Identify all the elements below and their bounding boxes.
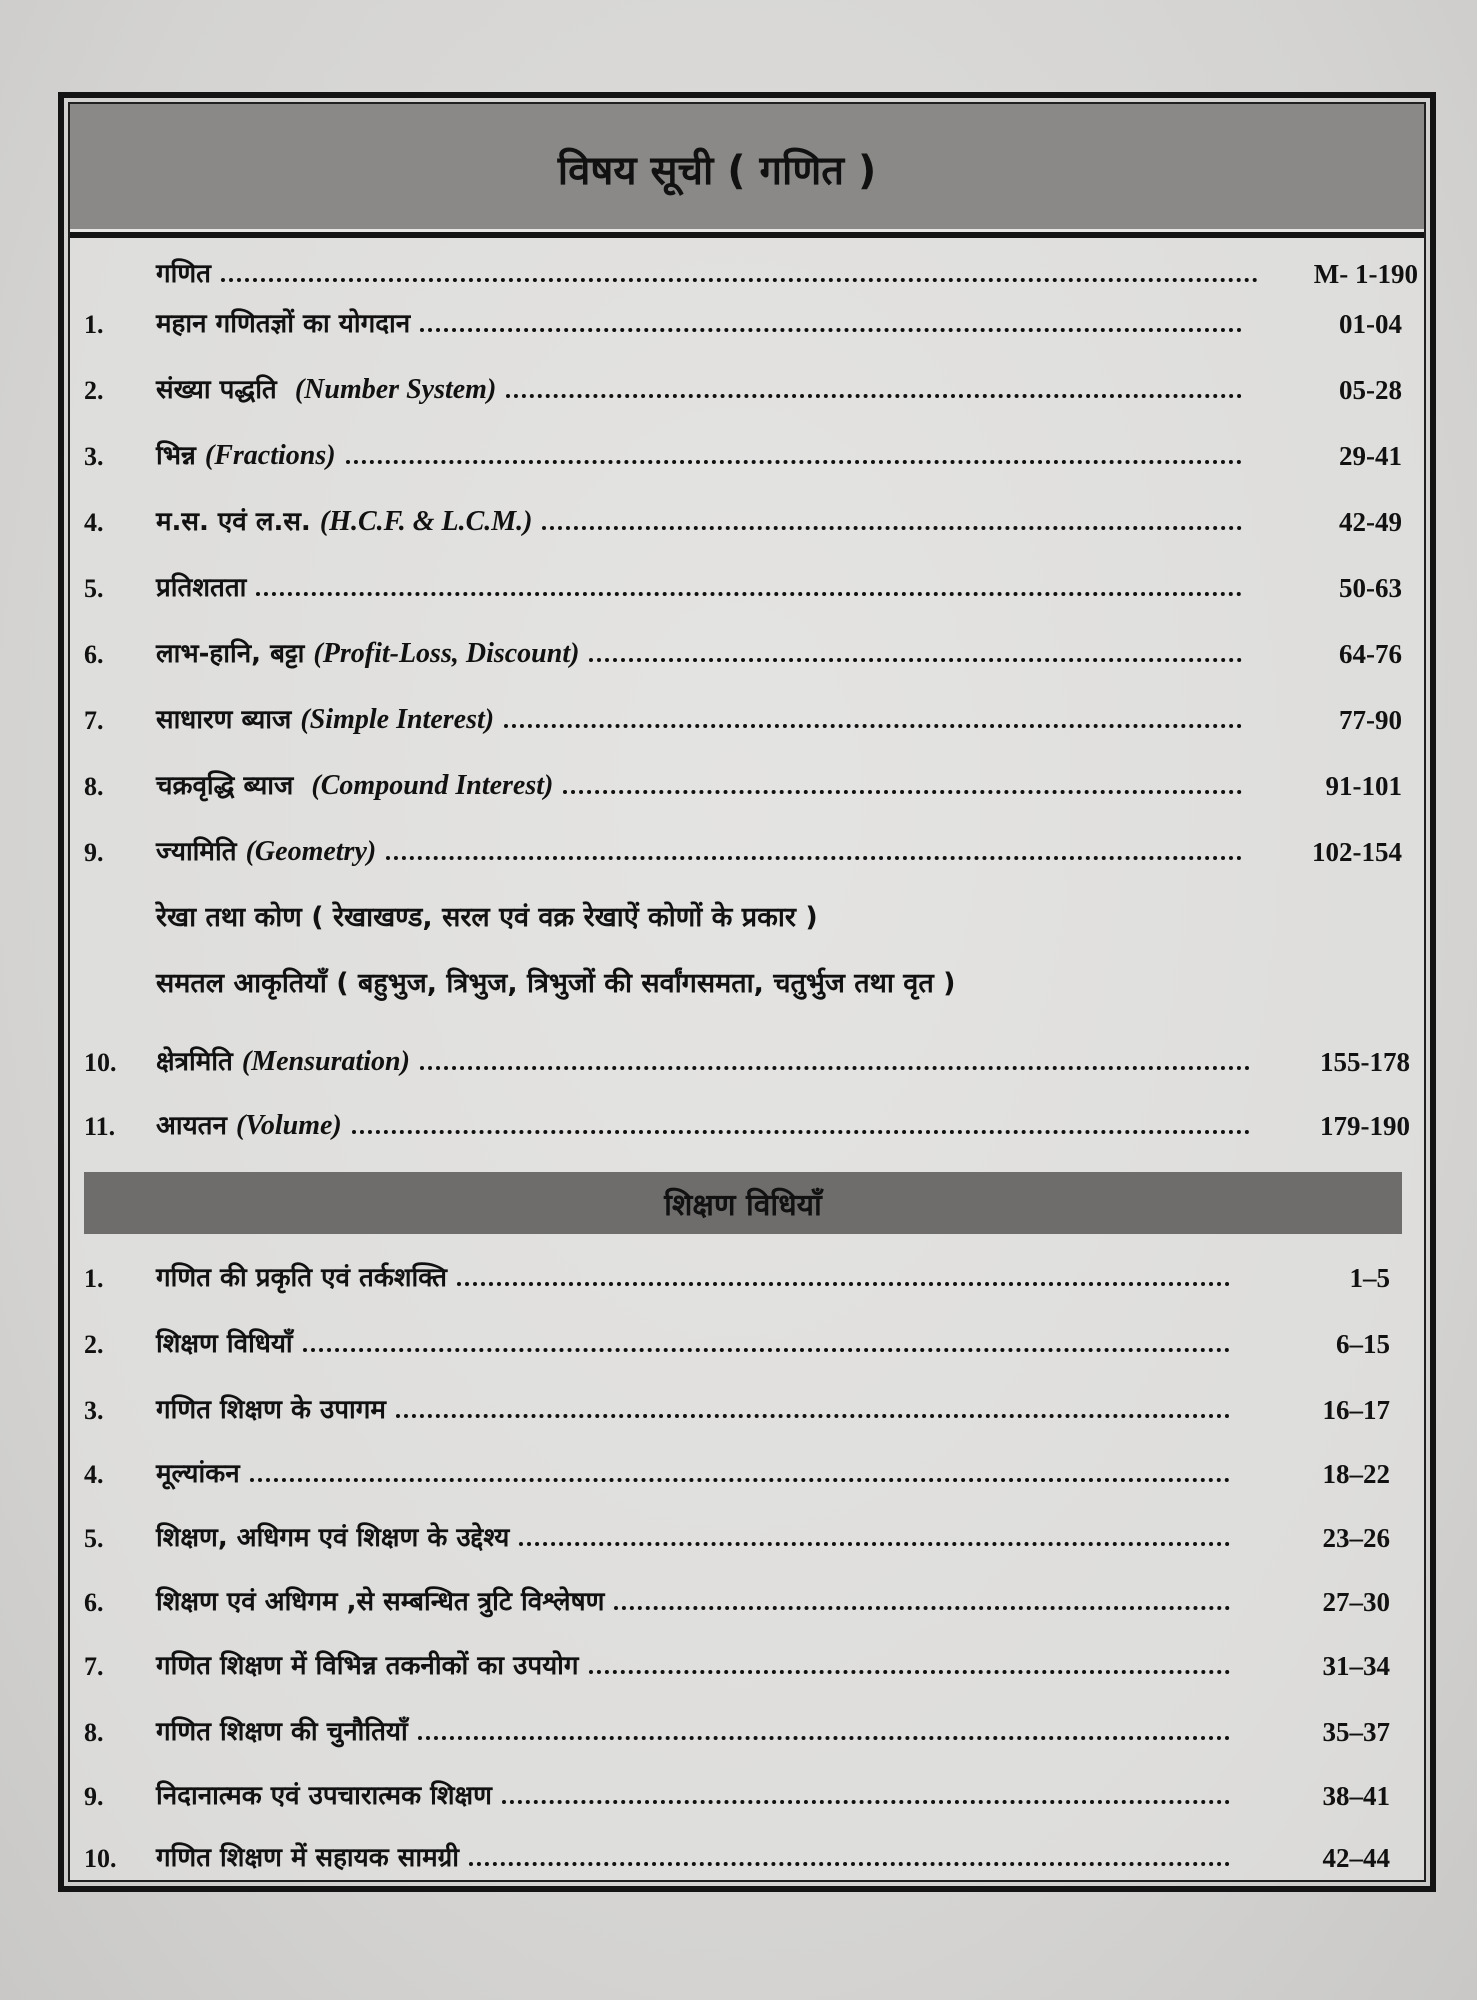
- toc-label: मूल्यांकन: [156, 1459, 240, 1489]
- toc-label: गणित की प्रकृति एवं तर्कशक्ति: [156, 1263, 448, 1293]
- toc-label: गणित: [156, 259, 211, 289]
- toc-label: शिक्षण विधियाँ: [156, 1329, 293, 1359]
- toc-pages: 42–44: [1322, 1843, 1390, 1873]
- leader-dots: [614, 1606, 1230, 1610]
- toc-label: शिक्षण, अधिगम एवं शिक्षण के उद्देश्य: [156, 1523, 510, 1553]
- leader-dots: [250, 1478, 1230, 1482]
- toc-number: 10.: [84, 1844, 117, 1873]
- leader-dots: [420, 1066, 1250, 1070]
- leader-dots: [346, 460, 1242, 464]
- toc-row[interactable]: [70, 1632, 1424, 1682]
- toc-pages: 27–30: [1322, 1587, 1390, 1617]
- toc-label: निदानात्मक एवं उपचारात्मक शिक्षण: [156, 1781, 492, 1811]
- toc-row[interactable]: [70, 1028, 1424, 1078]
- toc-row[interactable]: [70, 620, 1424, 670]
- leader-dots: [303, 1348, 1230, 1352]
- toc-pages: 38–41: [1322, 1781, 1390, 1811]
- toc-pages: 179-190: [1320, 1111, 1410, 1141]
- toc-label: लाभ-हानि, बट्टा (Profit-Loss, Discount): [156, 638, 580, 669]
- toc-number: 5.: [84, 1524, 104, 1553]
- toc-pages: 05-28: [1339, 375, 1402, 405]
- toc-number: 2.: [84, 1330, 104, 1359]
- toc-row[interactable]: [70, 1568, 1424, 1618]
- toc-number: 8.: [84, 772, 104, 801]
- toc-label: गणित शिक्षण में सहायक सामग्री: [156, 1843, 460, 1873]
- toc-label: प्रतिशतता: [156, 573, 247, 603]
- toc-pages: 155-178: [1320, 1047, 1410, 1077]
- toc-number: 3.: [84, 442, 104, 471]
- toc-row[interactable]: [70, 1244, 1424, 1294]
- toc-pages: 31–34: [1322, 1651, 1390, 1681]
- toc-pages: 1–5: [1349, 1263, 1390, 1293]
- toc-number: 8.: [84, 1718, 104, 1747]
- leader-dots: [469, 1862, 1230, 1866]
- toc-number: 3.: [84, 1396, 104, 1425]
- toc-row[interactable]: [70, 752, 1424, 802]
- toc-number: 9.: [84, 838, 104, 867]
- leader-dots: [542, 526, 1242, 530]
- toc-label: म.स. एवं ल.स. (H.C.F. & L.C.M.): [156, 506, 533, 537]
- leader-dots: [502, 1800, 1230, 1804]
- toc-row[interactable]: [70, 290, 1424, 340]
- toc-row[interactable]: [70, 356, 1424, 406]
- toc-inner-border: [68, 102, 1426, 1882]
- toc-label: संख्या पद्धति (Number System): [156, 374, 497, 405]
- toc-pages: M- 1-190: [1313, 259, 1418, 289]
- toc-label: ज्यामिति (Geometry): [156, 836, 377, 867]
- toc-row[interactable]: [70, 1092, 1424, 1142]
- toc-row[interactable]: [70, 818, 1424, 868]
- geometry-subtopic: समतल आकृतियाँ ( बहुभुज, त्रिभुज, त्रिभुजों की सर्वांगसमता, चतुर्भुज तथा वृत ): [156, 968, 956, 999]
- toc-pages: 35–37: [1322, 1717, 1390, 1747]
- leader-dots: [457, 1282, 1230, 1286]
- page-title: विषय सूची ( गणित ): [557, 147, 877, 194]
- leader-dots: [589, 658, 1242, 662]
- toc-row[interactable]: [70, 422, 1424, 472]
- toc-number: 7.: [84, 1652, 104, 1681]
- leader-dots: [420, 328, 1242, 332]
- leader-dots: [563, 790, 1242, 794]
- title-band: [70, 104, 1424, 238]
- toc-pages: 29-41: [1339, 441, 1402, 471]
- toc-label: गणित शिक्षण में विभिन्न तकनीकों का उपयोग: [156, 1651, 579, 1681]
- toc-label: चक्रवृद्धि ब्याज (Compound Interest): [156, 770, 554, 801]
- toc-pages: 42-49: [1339, 507, 1402, 537]
- toc-label: साधारण ब्याज (Simple Interest): [156, 704, 495, 735]
- toc-page-frame: [58, 92, 1436, 1892]
- toc-row-summary[interactable]: [70, 240, 1424, 290]
- toc-number: 7.: [84, 706, 104, 735]
- leader-dots: [589, 1670, 1230, 1674]
- leader-dots: [221, 278, 1258, 282]
- toc-number: 6.: [84, 1588, 104, 1617]
- toc-pages: 18–22: [1322, 1459, 1390, 1489]
- toc-label: महान गणितज्ञों का योगदान: [156, 309, 411, 339]
- toc-number: 1.: [84, 310, 104, 339]
- toc-label: शिक्षण एवं अधिगम ,से सम्बन्धित त्रुटि विश्लेषण: [156, 1587, 605, 1617]
- toc-label: गणित शिक्षण की चुनौतियाँ: [156, 1717, 408, 1747]
- toc-pages: 77-90: [1339, 705, 1402, 735]
- toc-pages: 01-04: [1339, 309, 1402, 339]
- leader-dots: [396, 1414, 1230, 1418]
- toc-row[interactable]: [70, 1698, 1424, 1748]
- toc-row[interactable]: [70, 1440, 1424, 1490]
- toc-pages: 23–26: [1322, 1523, 1390, 1553]
- toc-row[interactable]: [70, 686, 1424, 736]
- geometry-subtopic: रेखा तथा कोण ( रेखाखण्ड, सरल एवं वक्र रेखाऐं कोणों के प्रकार ): [156, 902, 818, 933]
- toc-pages: 91-101: [1325, 771, 1402, 801]
- toc-number: 4.: [84, 1460, 104, 1489]
- toc-label: गणित शिक्षण के उपागम: [156, 1395, 386, 1425]
- toc-row[interactable]: [70, 1762, 1424, 1812]
- toc-number: 9.: [84, 1782, 104, 1811]
- toc-label: भिन्न (Fractions): [156, 440, 336, 471]
- toc-number: 11.: [84, 1112, 116, 1141]
- toc-pages: 50-63: [1339, 573, 1402, 603]
- toc-number: 1.: [84, 1264, 104, 1293]
- leader-dots: [504, 724, 1242, 728]
- toc-pages: 6–15: [1336, 1329, 1390, 1359]
- toc-row[interactable]: [70, 1310, 1424, 1360]
- section-title: शिक्षण विधियाँ: [664, 1187, 822, 1223]
- toc-number: 5.: [84, 574, 104, 603]
- leader-dots: [256, 592, 1242, 596]
- toc-label: क्षेत्रमिति (Mensuration): [156, 1046, 410, 1077]
- toc-number: 6.: [84, 640, 104, 669]
- leader-dots: [519, 1542, 1230, 1546]
- toc-row[interactable]: [70, 488, 1424, 538]
- toc-number: 4.: [84, 508, 104, 537]
- toc-pages: 102-154: [1312, 837, 1402, 867]
- toc-row[interactable]: [70, 1504, 1424, 1554]
- leader-dots: [418, 1736, 1230, 1740]
- leader-dots: [352, 1130, 1250, 1134]
- toc-pages: 64-76: [1339, 639, 1402, 669]
- toc-row[interactable]: [70, 554, 1424, 604]
- leader-dots: [386, 856, 1242, 860]
- toc-row[interactable]: [70, 1376, 1424, 1426]
- leader-dots: [506, 394, 1242, 398]
- toc-row[interactable]: [70, 1824, 1424, 1874]
- toc-number: 10.: [84, 1048, 117, 1077]
- toc-pages: 16–17: [1322, 1395, 1390, 1425]
- section-band-pedagogy: [84, 1172, 1402, 1234]
- toc-number: 2.: [84, 376, 104, 405]
- toc-label: आयतन (Volume): [156, 1110, 342, 1141]
